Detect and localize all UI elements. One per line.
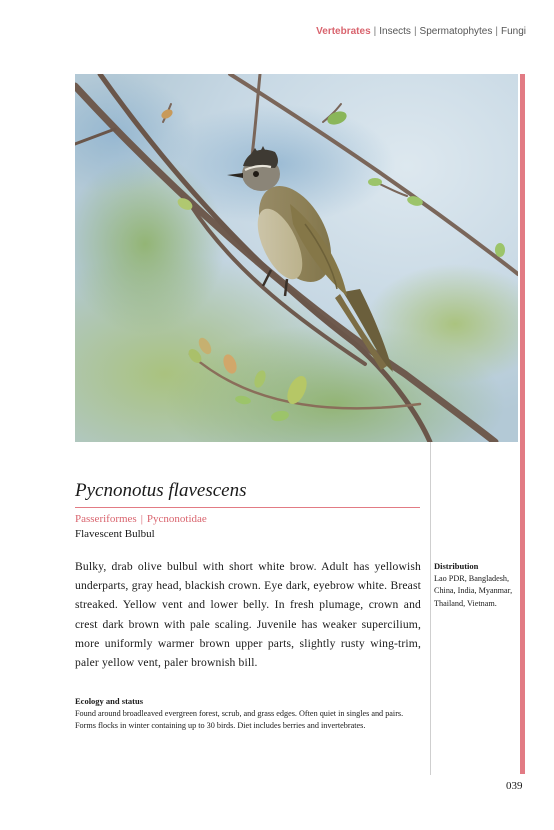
nav-item-insects[interactable]: Insects <box>379 26 411 37</box>
nav-item-fungi[interactable]: Fungi <box>500 26 526 37</box>
taxon-separator: | <box>140 513 143 525</box>
distribution-heading: Distribution <box>434 561 479 571</box>
nav-item-vertebrates[interactable]: Vertebrates <box>316 26 371 37</box>
category-nav <box>316 26 526 37</box>
section-color-bar <box>520 74 525 774</box>
species-description: Bulky, drab olive bulbul with short white brow. Adult has yellowish underparts, gray head, blackish crown. Eye dark, eyebrow white. Breast streaked. Yellow vent and lower belly. In fresh plumage, crown and crest dark brown with pale scaling. Juvenile has weaker supercilium, more uniformly warmer brown upper parts, slightly rusty wing-trim, paler yellow vent, paler brownish bill. <box>75 560 421 670</box>
nav-separator: | <box>413 26 417 37</box>
nav-separator: | <box>373 26 377 37</box>
title-rule <box>75 507 420 508</box>
nav-item-spermatophytes[interactable]: Spermatophytes <box>419 26 493 37</box>
scientific-name: Pycnonotus flavescens <box>75 480 247 501</box>
taxonomy-line <box>75 513 207 525</box>
common-name: Flavescent Bulbul <box>75 528 155 540</box>
species-photo <box>75 74 518 442</box>
nav-separator: | <box>495 26 498 37</box>
family-name: Pycnonotidae <box>146 513 207 525</box>
page-number: 039 <box>506 780 523 792</box>
ecology-text: Found around broadleaved evergreen forest, scrub, and grass edges. Often quiet in singles and pairs. Forms flocks in winter containing up to 30 birds. Diet includes berries and invertebrates. <box>75 709 404 731</box>
distribution-text: Lao PDR, Bangladesh, China, India, Myanmar, Thailand, Vietnam. <box>434 574 513 608</box>
order-name: Passeriformes <box>75 513 137 525</box>
column-divider <box>430 442 431 775</box>
ecology-heading: Ecology and status <box>75 696 144 706</box>
